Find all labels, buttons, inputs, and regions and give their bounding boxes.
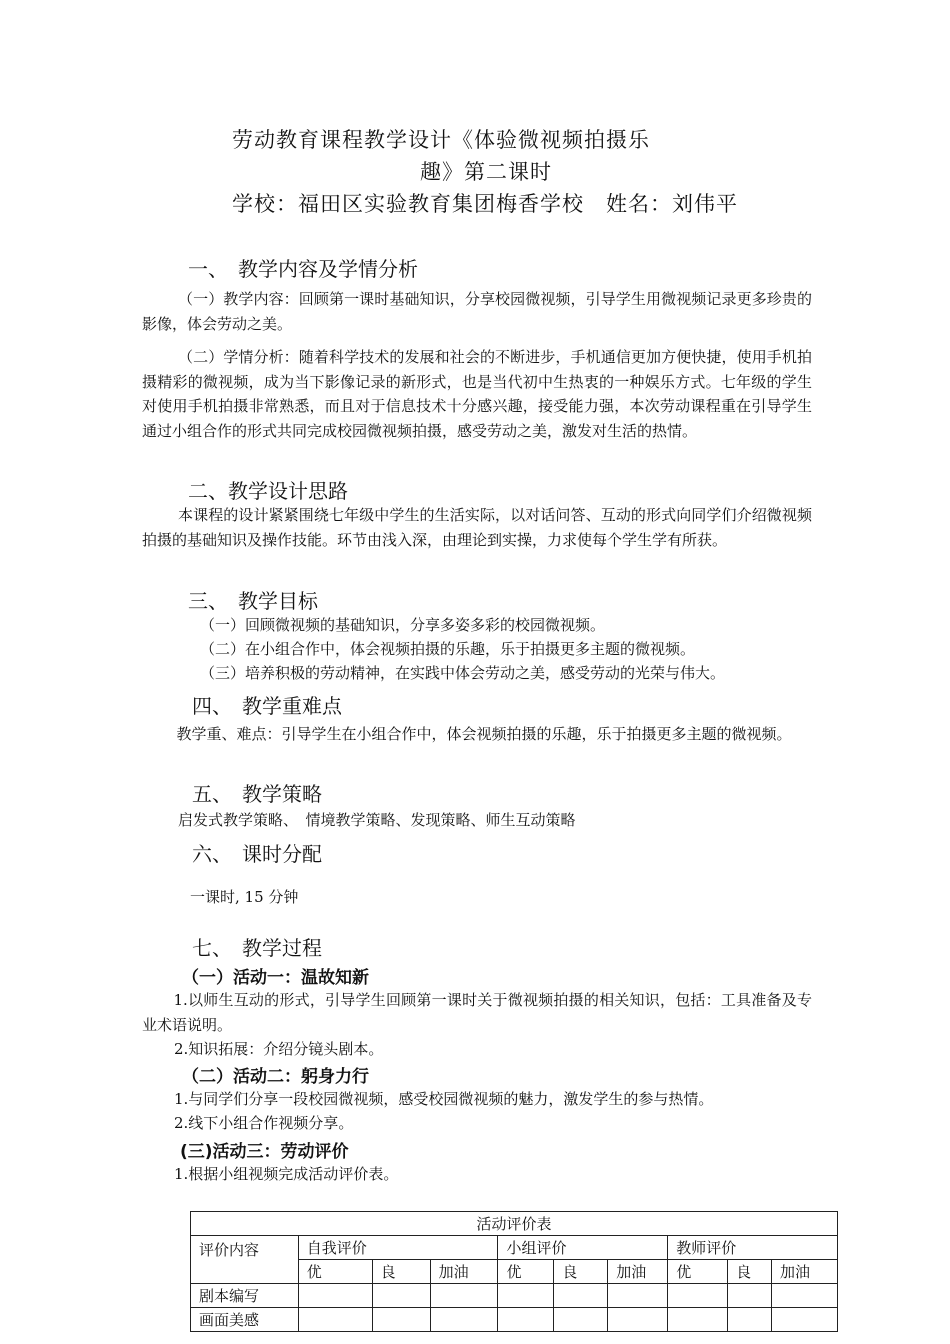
- grade-cell: 加油: [608, 1260, 668, 1284]
- blank-cell: [728, 1284, 772, 1308]
- activity-2-item-2: 2.线下小组合作视频分享。: [174, 1114, 354, 1132]
- grade-cell: 良: [728, 1260, 772, 1284]
- section-2-heading: 二、教学设计思路: [188, 479, 348, 503]
- section-4-paragraph: 教学重、难点：引导学生在小组合作中，体会视频拍摄的乐趣，乐于拍摄更多主题的微视频。: [176, 725, 792, 743]
- blank-cell: [668, 1284, 728, 1308]
- header-teacher-eval: 教师评价: [668, 1236, 838, 1260]
- table-row: [191, 1308, 838, 1332]
- blank-cell: [608, 1308, 668, 1332]
- section-4-heading: 四、 教学重难点: [192, 694, 342, 718]
- table-row: [191, 1284, 838, 1308]
- blank-cell: [372, 1284, 430, 1308]
- blank-cell: [430, 1284, 498, 1308]
- objective-item: （二）在小组合作中，体会视频拍摄的乐趣，乐于拍摄更多主题的微视频。: [200, 640, 696, 658]
- grade-cell: 良: [372, 1260, 430, 1284]
- objective-item: （三）培养积极的劳动精神，在实践中体会劳动之美，感受劳动的光荣与伟大。: [200, 664, 726, 682]
- blank-cell: [772, 1284, 838, 1308]
- section-1-paragraph-analysis: （二）学情分析：随着科学技术的发展和社会的不断进步，手机通信更加方便快捷，使用手机拍摄精彩的微视频，成为当下影像记录的新形式，也是当代初中生热衷的一种娱乐方式。七年级的学生对使用手机拍摄非常熟悉，而且对于信息技术十分感兴趣，接受能力强，本次劳动课程重在引导学生通过小组合作的形式共同完成校园微视频拍摄，感受劳动之美，激发对生活的热情。: [142, 348, 812, 440]
- school-author-line: 学校：福田区实验教育集团梅香学校 姓名：刘伟平: [232, 192, 738, 216]
- grade-cell: 优: [668, 1260, 728, 1284]
- blank-cell: [554, 1284, 608, 1308]
- section-5-heading: 五、 教学策略: [192, 782, 322, 806]
- grade-cell: 优: [498, 1260, 554, 1284]
- blank-cell: [668, 1308, 728, 1332]
- header-eval-content: 评价内容: [191, 1236, 299, 1284]
- row-label: 剧本编写: [191, 1284, 299, 1308]
- evaluation-table: [190, 1211, 838, 1332]
- blank-cell: [430, 1308, 498, 1332]
- blank-cell: [298, 1308, 372, 1332]
- grade-cell: 加油: [430, 1260, 498, 1284]
- activity-2-item-1: 1.与同学们分享一段校园微视频，感受校园微视频的魅力，激发学生的参与热情。: [174, 1090, 714, 1108]
- blank-cell: [498, 1284, 554, 1308]
- section-1-paragraph-content: （一）教学内容：回顾第一课时基础知识，分享校园微视频，引导学生用微视频记录更多珍贵的影像，体会劳动之美。: [142, 290, 812, 333]
- blank-cell: [554, 1308, 608, 1332]
- table-caption: 活动评价表: [191, 1212, 838, 1236]
- table-caption-row: [191, 1212, 838, 1236]
- doc-title-line1: 劳动教育课程教学设计《体验微视频拍摄乐: [232, 128, 650, 152]
- section-1-heading: 一、 教学内容及学情分析: [188, 257, 418, 281]
- blank-cell: [772, 1308, 838, 1332]
- activity-1-title: （一）活动一：温故知新: [182, 968, 369, 988]
- section-5-paragraph: 启发式教学策略、 情境教学策略、发现策略、师生互动策略: [178, 811, 576, 829]
- blank-cell: [728, 1308, 772, 1332]
- doc-title-line2: 趣》第二课时: [420, 160, 552, 184]
- grade-cell: 加油: [772, 1260, 838, 1284]
- activity-2-title: （二）活动二：躬身力行: [182, 1067, 369, 1087]
- header-self-eval: 自我评价: [298, 1236, 498, 1260]
- grade-cell: 优: [298, 1260, 372, 1284]
- activity-3-title: (三)活动三：劳动评价: [180, 1142, 349, 1162]
- activity-1-item-1: 1.以师生互动的形式，引导学生回顾第一课时关于微视频拍摄的相关知识，包括：工具准备及专业术语说明。: [142, 991, 812, 1034]
- section-6-paragraph: 一课时, 15 分钟: [190, 888, 299, 906]
- section-2-paragraph: 本课程的设计紧紧围绕七年级中学生的生活实际，以对话问答、互动的形式向同学们介绍微视频拍摄的基础知识及操作技能。环节由浅入深，由理论到实操，力求使每个学生学有所获。: [142, 506, 812, 549]
- section-7-heading: 七、 教学过程: [192, 936, 322, 960]
- activity-3-item-1: 1.根据小组视频完成活动评价表。: [174, 1165, 399, 1183]
- activity-1-item-2: 2.知识拓展：介绍分镜头剧本。: [174, 1040, 384, 1058]
- blank-cell: [498, 1308, 554, 1332]
- section-6-heading: 六、 课时分配: [192, 842, 322, 866]
- blank-cell: [298, 1284, 372, 1308]
- grade-cell: 良: [554, 1260, 608, 1284]
- objective-item: （一）回顾微视频的基础知识，分享多姿多彩的校园微视频。: [200, 616, 606, 634]
- row-label: 画面美感: [191, 1308, 299, 1332]
- blank-cell: [608, 1284, 668, 1308]
- blank-cell: [372, 1308, 430, 1332]
- table-header-row: [191, 1236, 838, 1260]
- section-3-heading: 三、 教学目标: [188, 589, 318, 613]
- header-group-eval: 小组评价: [498, 1236, 668, 1260]
